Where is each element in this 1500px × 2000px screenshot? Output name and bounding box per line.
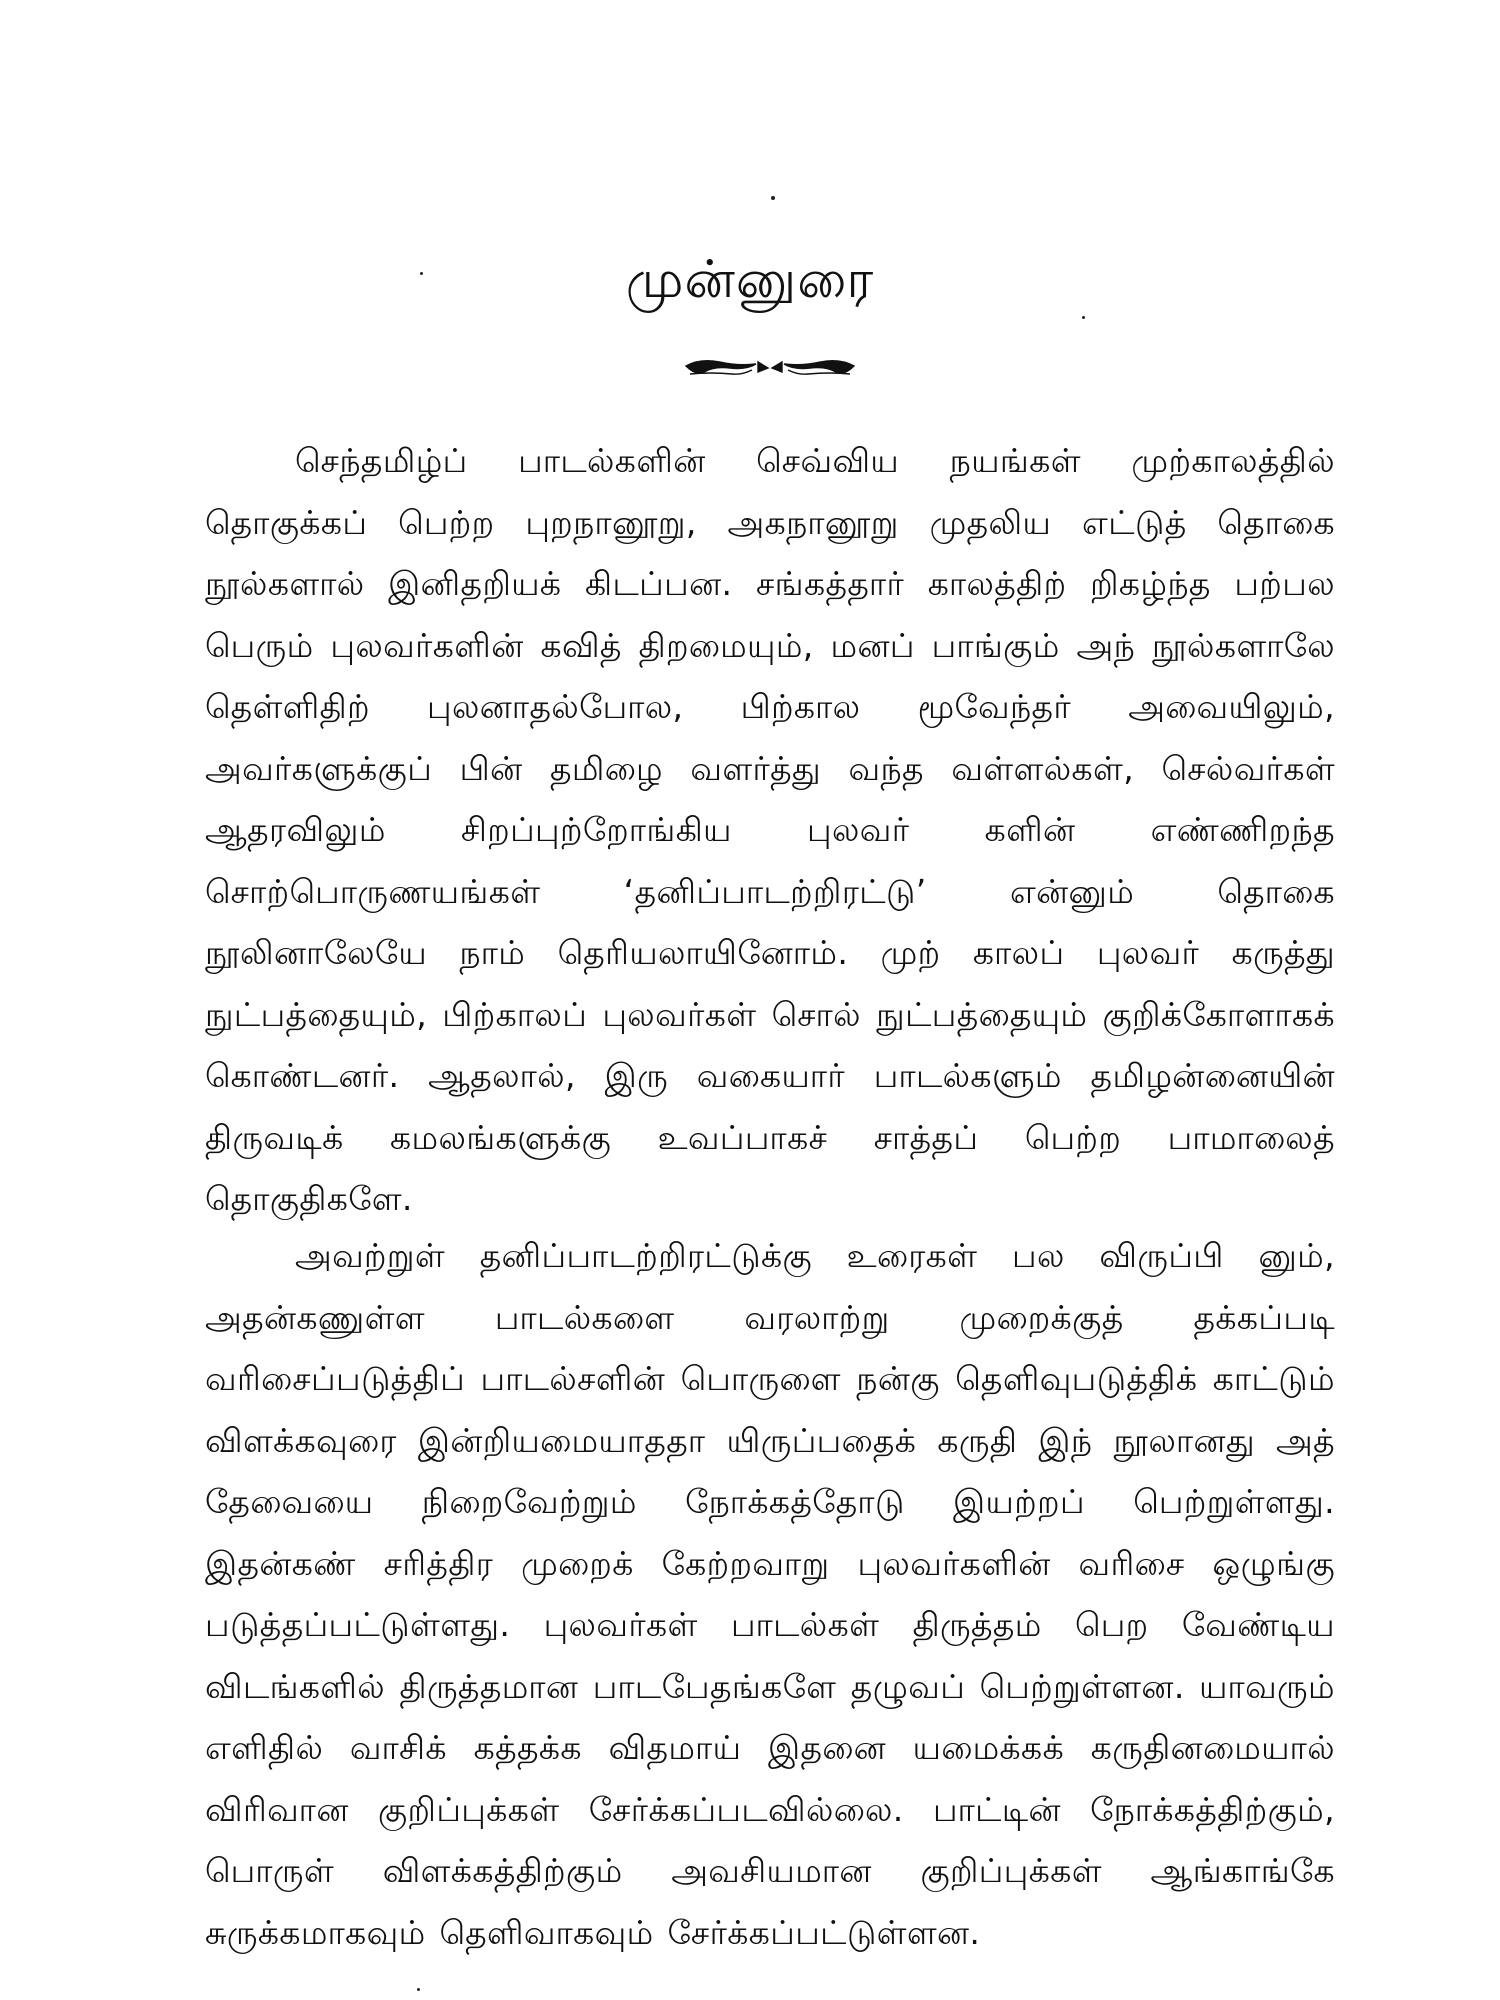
paragraph-1: செந்தமிழ்ப் பாடல்களின் செவ்விய நயங்கள் முற்காலத்தில் தொகுக்கப் பெற்ற புறநானூறு, அகநானூறு முதலிய எட்டுத் தொகை நூல்களால் இனிதறியக் கிடப்பன. சங்கத்தார் காலத்திற் றிகழ்ந்த பற்பல பெரும் புலவர்களின் கவித் திறமையும், மனப் பாங்கும் அந் நூல்களாலே தெள்ளிதிற் புலனாதல்போல, பிற்கால மூவேந்தர் அவையிலும், அவர்களுக்குப் பின் தமிழை வளர்த்து வந்த வள்ளல்கள், செல்வர்கள் ஆதரவிலும் சிறப்புற்றோங்கிய புலவர் களின் எண்ணிறந்த சொற்பொருணயங்கள் ‘தனிப்பாடற்றிரட்டு’ என்னும் தொகை நூலினாலேயே நாம் தெரியலாயினோம். முற் காலப் புலவர் கருத்து நுட்பத்தையும், பிற்காலப் புலவர்கள் சொல் நுட்பத்தையும் குறிக்கோளாகக் கொண்டனர். ஆதலால், இரு வகையார் பாடல்களும் தமிழன்னையின் திருவடிக் கமலங்களுக்கு உவப்பாகச் சாத்தப் பெற்ற பாமாலைத் தொகுதிகளே.	[205, 441, 1335, 1218]
scan-speck	[771, 196, 775, 200]
scan-speck	[417, 1988, 420, 1991]
paragraph-2: அவற்றுள் தனிப்பாடற்றிரட்டுக்கு உரைகள் பல விருப்பி னும், அதன்கணுள்ள பாடல்களை வரலாற்று முறைக்குத் தக்கப்படி வரிசைப்படுத்திப் பாடல்சளின் பொருளை நன்கு தெளிவுபடுத்திக் காட்டும் விளக்கவுரை இன்றியமையாததா யிருப்பதைக் கருதி இந் நூலானது அத் தேவையை நிறைவேற்றும் நோக்கத்தோடு இயற்றப் பெற்றுள்ளது. இதன்கண் சரித்திர முறைக் கேற்றவாறு புலவர்களின் வரிசை ஒழுங்கு படுத்தப்பட்டுள்ளது. புலவர்கள் பாடல்கள் திருத்தம் பெற வேண்டிய விடங்களில் திருத்தமான பாடபேதங்களே தழுவப் பெற்றுள்ளன. யாவரும் எளிதில் வாசிக் கத்தக்க விதமாய் இதனை யமைக்கக் கருதினமையால் விரிவான குறிப்புக்கள் சேர்க்கப்படவில்லை. பாட்டின் நோக்கத்திற்கும், பொருள் விளக்கத்திற்கும் அவசியமான குறிப்புக்கள் ஆங்காங்கே சுருக்கமாகவும் தெளிவாகவும் சேர்க்கப்பட்டுள்ளன.	[205, 1236, 1335, 1952]
page-title: முன்னுரை	[625, 250, 875, 310]
title-ornament	[680, 352, 860, 382]
